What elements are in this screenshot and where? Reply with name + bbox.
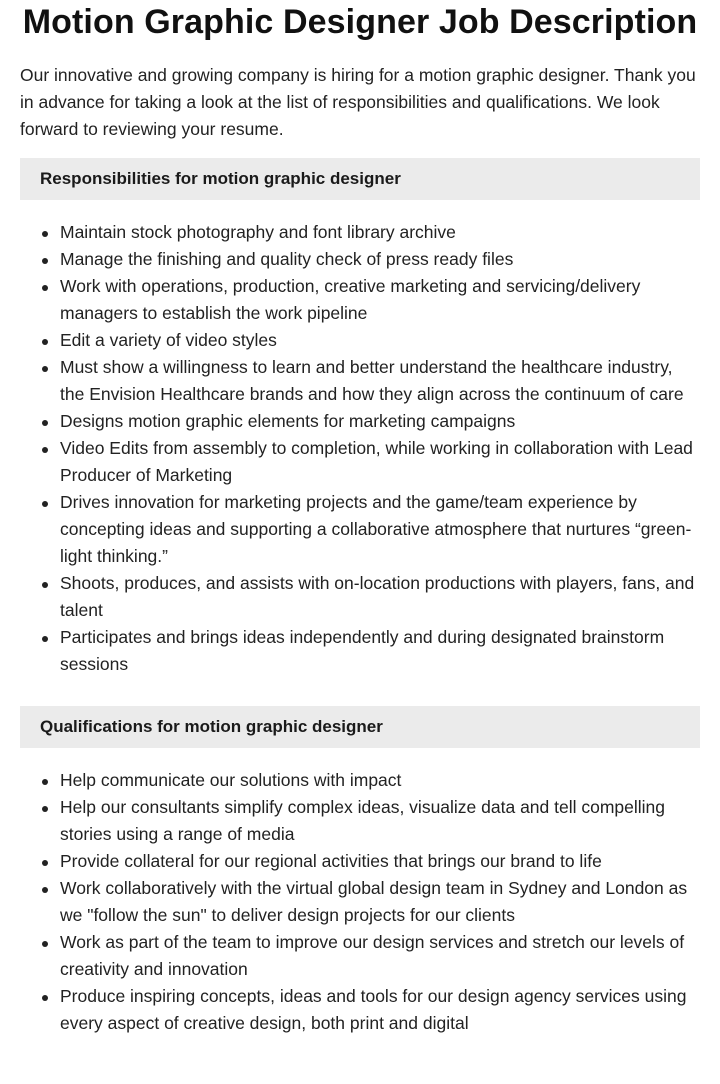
responsibilities-heading: Responsibilities for motion graphic designer bbox=[20, 158, 700, 200]
list-item: Manage the finishing and quality check of press ready files bbox=[60, 246, 700, 273]
list-item: Work collaboratively with the virtual global design team in Sydney and London as we "follow the sun" to deliver design projects for our clients bbox=[60, 875, 700, 929]
page-title: Motion Graphic Designer Job Description bbox=[22, 3, 698, 41]
list-item: Maintain stock photography and font library archive bbox=[60, 219, 700, 246]
list-item: Produce inspiring concepts, ideas and tools for our design agency services using every aspect of creative design, both print and digital bbox=[60, 983, 700, 1037]
list-item: Work as part of the team to improve our design services and stretch our levels of creativity and innovation bbox=[60, 929, 700, 983]
qualifications-heading: Qualifications for motion graphic designer bbox=[20, 706, 700, 748]
list-item: Video Edits from assembly to completion, while working in collaboration with Lead Producer of Marketing bbox=[60, 435, 700, 489]
list-item: Provide collateral for our regional activities that brings our brand to life bbox=[60, 848, 700, 875]
list-item: Edit a variety of video styles bbox=[60, 327, 700, 354]
list-item: Help our consultants simplify complex ideas, visualize data and tell compelling stories using a range of media bbox=[60, 794, 700, 848]
section-spacer bbox=[20, 678, 700, 691]
list-item: Must show a willingness to learn and better understand the healthcare industry, the Envision Healthcare brands and how they align across the continuum of care bbox=[60, 354, 700, 408]
qualifications-list bbox=[20, 767, 700, 1037]
list-item: Shoots, produces, and assists with on-location productions with players, fans, and talent bbox=[60, 570, 700, 624]
intro-paragraph: Our innovative and growing company is hiring for a motion graphic designer. Thank you in advance for taking a look at the list of responsibilities and qualifications. We look forward to reviewing your resume. bbox=[20, 65, 696, 139]
list-item: Participates and brings ideas independently and during designated brainstorm sessions bbox=[60, 624, 700, 678]
list-item: Drives innovation for marketing projects and the game/team experience by concepting ideas and supporting a collaborative atmosphere that nurtures “green-light thinking.” bbox=[60, 489, 700, 570]
list-item: Work with operations, production, creative marketing and servicing/delivery managers to establish the work pipeline bbox=[60, 273, 700, 327]
responsibilities-list bbox=[20, 219, 700, 678]
list-item: Help communicate our solutions with impact bbox=[60, 767, 700, 794]
list-item: Designs motion graphic elements for marketing campaigns bbox=[60, 408, 700, 435]
